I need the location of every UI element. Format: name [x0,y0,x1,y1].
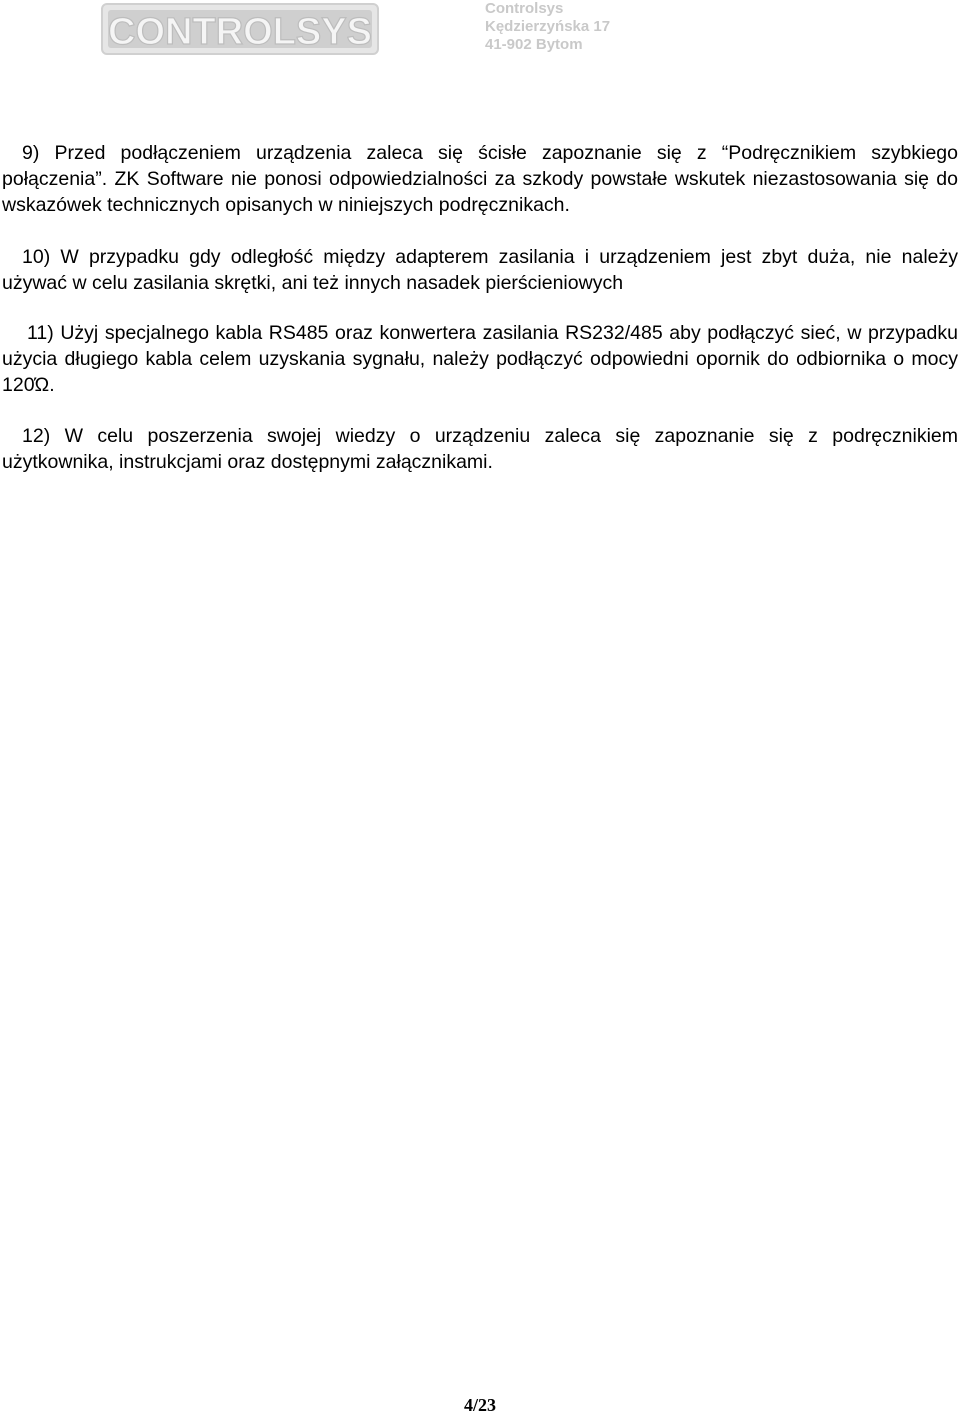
logo-text: CONTROLSYS [108,11,372,53]
page-header [0,0,960,60]
controlsys-logo [100,2,380,56]
paragraph-11: 11) Użyj specjalnego kabla RS485 oraz konwertera zasilania RS232/485 aby podłączyć sieć, w przypadku użycia długiego kabla celem uzyskania sygnału, należy podłączyć odpowiedni opornik do odbiornika o mocy 120Ώ. [2,322,958,396]
document-body [2,140,958,475]
company-address [485,0,610,54]
paragraph-9: 9) Przed podłączeniem urządzenia zaleca się ścisłe zapoznanie się z “Podręcznikiem szybkiego połączenia”. ZK Software nie ponosi odpowiedzialności za szkody powstałe wskutek niezastosowania się do wskazówek technicznych opisanych w niniejszych podręcznikach. [2,142,958,216]
paragraph-10: 10) W przypadku gdy odległość między adapterem zasilania i urządzeniem jest zbyt duża, nie należy używać w celu zasilania skrętki, ani też innych nasadek pierścieniowych [2,246,958,294]
paragraph-12: 12) W celu poszerzenia swojej wiedzy o urządzeniu zaleca się zapoznanie się z podręcznikiem użytkownika, instrukcjami oraz dostępnymi załącznikami. [2,425,958,473]
logo-graphic [100,2,380,56]
company-street: Kędzierzyńska 17 [485,18,611,35]
company-city: 41-902 Bytom [485,36,583,53]
company-name: Controlsys [485,0,564,17]
page-number: 4/23 [463,1395,496,1415]
